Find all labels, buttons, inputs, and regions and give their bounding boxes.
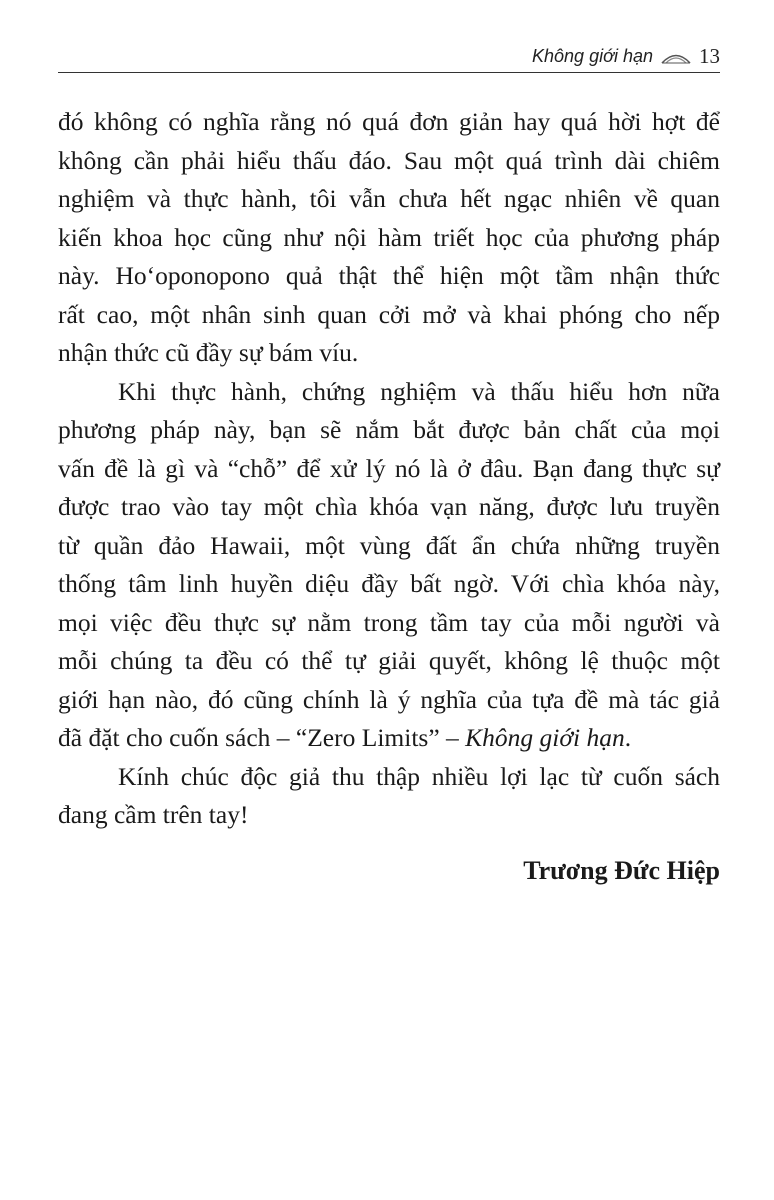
text-segment: .: [624, 723, 632, 752]
book-title: Không giới hạn: [532, 46, 653, 66]
text-line: Khi thực hành, chứng nghiệm và thấu hiểu hơn nữa: [118, 376, 720, 406]
header-right: [532, 44, 720, 69]
text-line: không cần phải hiểu thấu đáo. Sau một quá trình dài chiêm: [58, 145, 720, 175]
text-line: mọi việc đều thực sự nằm trong tầm tay của mỗi người và: [58, 607, 720, 637]
text-line: mỗi chúng ta đều có thể tự giải quyết, không lệ thuộc một: [58, 646, 720, 675]
book-arc-icon: [661, 50, 691, 64]
text-line: rất cao, một nhân sinh quan cởi mở và khai phóng cho nếp: [58, 299, 720, 329]
text-line: vấn đề là gì và “chỗ” để xử lý nó là ở đâu. Bạn đang thực sự: [58, 453, 720, 483]
text-line: đang cầm trên tay!: [58, 800, 249, 829]
running-header: [58, 40, 720, 73]
text-line: nghiệm và thực hành, tôi vẫn chưa hết ngạc nhiên về quan: [58, 184, 720, 213]
paragraph-2: [58, 373, 720, 758]
paragraph-1: [58, 103, 720, 373]
body-text: [58, 103, 720, 835]
text-line: giới hạn nào, đó cũng chính là ý nghĩa của tựa đề mà tác giả: [58, 684, 720, 714]
text-line: Kính chúc độc giả thu thập nhiều lợi lạc từ cuốn sách: [118, 761, 720, 791]
text-line: phương pháp này, bạn sẽ nắm bắt được bản chất của mọi: [58, 415, 720, 444]
text-segment: đã đặt cho cuốn sách – “Zero Limits” –: [58, 723, 466, 752]
text-line: từ quần đảo Hawaii, một vùng đất ẩn chứa những truyền: [58, 530, 720, 560]
text-line: kiến khoa học cũng như nội hàm triết học của phương pháp: [58, 222, 720, 252]
text-line: [58, 719, 720, 758]
paragraph-3: [58, 758, 720, 835]
author-signature: Trương Đức Hiệp: [523, 856, 720, 885]
italic-book-title: Không giới hạn: [465, 723, 625, 752]
text-line: đó không có nghĩa rằng nó quá đơn giản hay quá hời hợt để: [58, 107, 720, 136]
text-line: này. Hoʻoponopono quả thật thể hiện một tầm nhận thức: [58, 261, 720, 290]
text-line: nhận thức cũ đầy sự bám víu.: [58, 338, 359, 367]
text-line: thống tâm linh huyền diệu đầy bất ngờ. Với chìa khóa này,: [58, 569, 720, 598]
page-number: 13: [699, 44, 720, 68]
text-line: được trao vào tay một chìa khóa vạn năng, được lưu truyền: [58, 492, 720, 521]
